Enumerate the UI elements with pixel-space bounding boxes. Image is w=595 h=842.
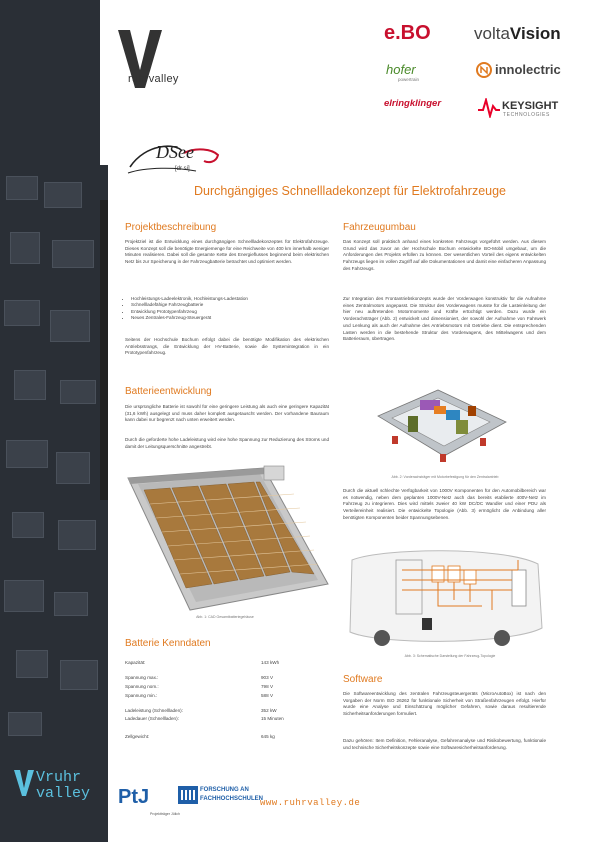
- voltavision-logo: [474, 24, 561, 44]
- figure-3-caption: Abb. 3: Schematische Darstellung der Fahrzeug-Topologie: [404, 654, 496, 658]
- list-item: • Hochleistungs-Ladeelektronik, Hochleistungs-Ladestation: [131, 296, 335, 302]
- software-paragraph-2: Dazu gehören: Item Definition, Fehleranalyse, Gefahrenanalyse und Risikobewertung, funktionale und technische Sicherheitskonzepte sowie eine Softwaresicherheitsanforderung.: [343, 738, 546, 750]
- fahrzeug-paragraph-3: Durch die aktuell schlechte Verfügbarkeit von 1000V Komponenten für den Automobilbereich war es notwendig, neben dem geplanten 1000V-Netz auch das bereits etablierte 400V-Netz im Fahrzeug zu integrieren. Dies wird mittels zweier 40 kW DC/DC Wandler und einer PDU als Verteilereinheit realisiert. Die entwickelte Topologie (Abb. 3) ermöglicht die Anbindung aller benötigten Komponenten beider Spannungsebenen.: [343, 488, 546, 520]
- list-item: • Entwicklung Prototypenfahrzeug: [131, 309, 335, 315]
- kenndaten-value: 798 V: [261, 684, 274, 689]
- projekt-paragraph-2: Seitens der Hochschule Bochum erfolgt dabei die benötigte Modifikation des elektrischen Antriebsstrangs, die Entwicklung der HV-Batterie, sowie die Systemintegration in ein Prototypenfahrzeug.: [125, 337, 329, 356]
- projekt-heading: Projektbeschreibung: [125, 222, 217, 233]
- batterie-heading: Batterieentwicklung: [125, 386, 212, 397]
- website-link[interactable]: www.ruhrvalley.de: [260, 798, 361, 808]
- software-paragraph-1: Die Softwareentwicklung des zentralen Fahrzeugsteuergeräts (MicroAutoBox) ist nach den Vorgaben der Norm ISO 26262 für funktionale Sicherheit von Straßenfahrzeugen erfolgt. Hierfür wurde eine Analyse und Einschätzung möglicher Gefahren, sowie daraus resultierende Sicherheitsanforderungen formuliert.: [343, 691, 546, 717]
- front-axle-carrier-image: [372, 376, 512, 472]
- kenndaten-key: Kapazität:: [125, 660, 146, 665]
- footer-logo-text: Vruhr valley: [36, 769, 91, 802]
- ruhrvalley-wordmark: ruhrvalley: [128, 73, 179, 85]
- kenndaten-value: 903 V: [261, 675, 274, 680]
- kenndaten-value: 15 Minuten: [261, 716, 284, 721]
- projekt-bullet-list: [124, 296, 335, 322]
- poster-title: Durchgängiges Schnellladekonzept für Elektrofahrzeuge: [194, 184, 506, 198]
- figure-1-caption: Abb. 1: CAD Gesamtbatteriegehäuse: [196, 615, 254, 619]
- kenndaten-key: Spannung max.:: [125, 675, 159, 680]
- voltavision-part-a: volta: [474, 24, 510, 43]
- hofer-sub: powertrain: [398, 77, 420, 82]
- keysight-wave-icon: [478, 98, 500, 118]
- batterie-paragraph-2: Durch die geforderte hohe Ladeleistung wird eine hohe Spannung zur Reduzierung des Stroms und damit der Leitungsquerschnitte angestrebt.: [125, 437, 329, 449]
- kenndaten-value: 352 kW: [261, 708, 277, 713]
- elringklinger-logo: elringklinger: [384, 98, 442, 109]
- kenndaten-value: 143 kWh: [261, 660, 280, 665]
- dse-logo-sub: [dr si]: [175, 166, 190, 172]
- fafh-emblem-icon: [178, 786, 198, 804]
- kenndaten-key: Ladedauer (Schnellladen):: [125, 716, 179, 721]
- kenndaten-key: Spannung nom.:: [125, 684, 159, 689]
- keysight-sub: TECHNOLOGIES: [503, 112, 550, 118]
- fahrzeug-heading: Fahrzeugumbau: [343, 222, 416, 233]
- fahrzeug-paragraph-2: Zur Integration des Frontantriebskonzepts wurde der Vorderwagen konstruktiv für die Aufnahme eines Zentralmotors angepasst. Die Struktur des Vorderwagens musste für die Lasteinleitung der hier neu auftretenden Motormomente und Kräfte ertüchtigt werden. Dazu wurde ein Vorderachsträger (Abb. 2) entwickelt und dimensioniert, der sowohl der Aufnahme von Fahrwerk und Lenkung als auch der Aufnahme des Antriebsmotors mit Getriebe dient. Die entsprechenden Lasten werden in die bestehende Struktur des Vorderwagens, des Mittelwagens und dem Batterieraum, übertragen.: [343, 296, 546, 342]
- kenndaten-key: Spannung min.:: [125, 693, 158, 698]
- innolectric-logo: innolectric: [495, 62, 561, 77]
- batterie-paragraph-1: Die ursprüngliche Batterie ist sowohl für eine geringere Leistung als auch eine geringere Kapazität (31,6 kWh) ausgelegt und muss daher komplett ausgetauscht werden. Der vorhandene Bauraum kann dabei nur begrenzt nach unten erweitert werden.: [125, 404, 329, 423]
- kenndaten-key: Zellgewicht:: [125, 734, 150, 739]
- kenndaten-heading: Batterie Kenndaten: [125, 638, 211, 649]
- ptj-logo: PtJ: [118, 786, 150, 808]
- hofer-logo: hofer: [386, 62, 416, 77]
- voltavision-part-b: Vision: [509, 24, 561, 43]
- ebo-logo: e.BO: [384, 22, 431, 44]
- fafh-logo-line2: FACHHOCHSCHULEN: [200, 796, 263, 802]
- footer-v-logo-icon: [14, 770, 34, 796]
- decorative-strip: [0, 0, 108, 842]
- list-item: • Neues Zentrales-Fahrzeug-Steuergerät: [131, 315, 335, 321]
- software-heading: Software: [343, 674, 383, 685]
- footer-ruhrvalley-logo: [14, 768, 96, 822]
- fafh-logo-line1: FORSCHUNG AN: [200, 787, 249, 793]
- kenndaten-value: 645 kg: [261, 734, 275, 739]
- projekt-paragraph-1: Projektziel ist die Entwicklung eines durchgängigen Schnellladekonzeptes für Elektrofahrzeuge. Dieses Konzept soll die benötigte Energiemenge für eine Reichweite von 400 km innerhalb weniger Minuten realisieren. Dabei soll die gesamte Kette des Energieflusses beginnend beim elektrischen Netz bis zur Speicherung in der Fahrzeugbatterie betrachtet und optimiert werden.: [125, 239, 329, 265]
- fahrzeug-paragraph-1: Das Konzept soll praktisch anhand eines konkreten Fahrzeugs vorgeführt werden. Aus diesem Grund wird das zuvor an der Hochschule Bochum entwickelte BO-Mobil umgebaut, um die Anforderungen des Projekts erfüllen zu können. Der wesentlichen Vorteil des eigens entwickelten Fahrzeugs liegen im vollen Zugriff auf alle Dokumentationen und damit eine einfacheren Anpassung des Fahrzeugs.: [343, 239, 546, 271]
- keysight-logo: KEYSIGHT: [502, 100, 559, 112]
- list-item: • Schnellladefähige Fahrzeugbatterie: [131, 302, 335, 308]
- innolectric-icon: [476, 62, 492, 78]
- dse-logo-text: DSee: [156, 142, 194, 162]
- kenndaten-key: Ladeleistung (Schnellladen):: [125, 708, 183, 713]
- kenndaten-value: 588 V: [261, 693, 274, 698]
- battery-cad-image: [114, 464, 336, 614]
- figure-2-caption: Abb. 2: Vorderachsträger mit Motorbefestigung für den Zentralantrieb: [391, 475, 499, 479]
- ptj-sub: Projektträger Jülich: [150, 812, 180, 816]
- vehicle-topology-image: [342, 540, 546, 652]
